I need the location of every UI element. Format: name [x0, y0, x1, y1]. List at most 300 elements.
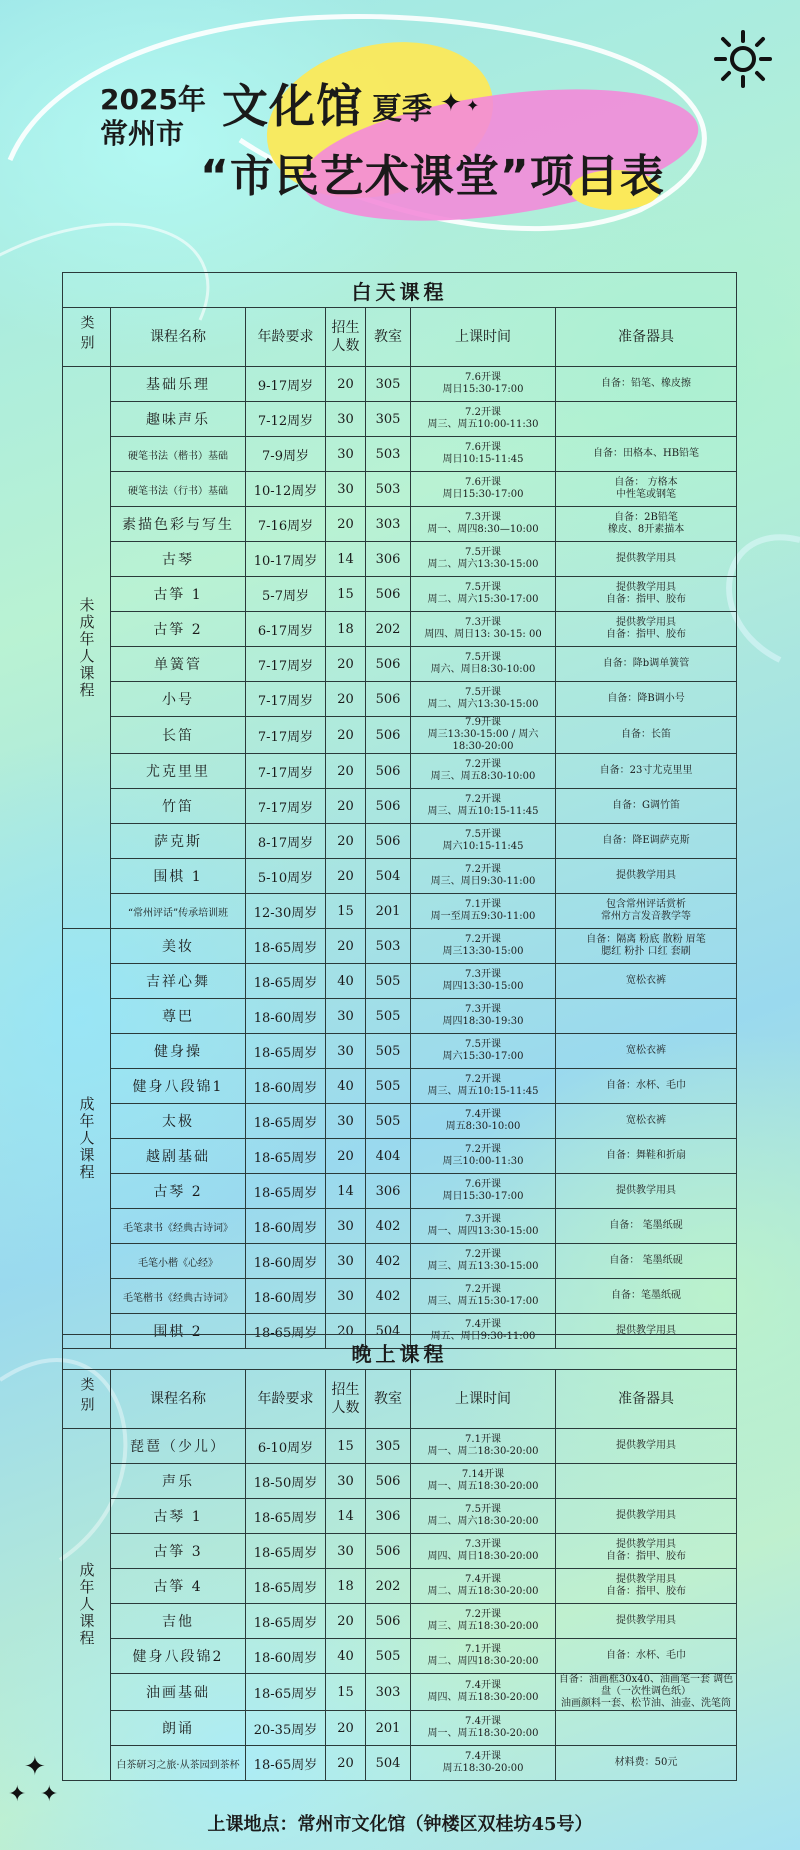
header-age: 年龄要求	[246, 308, 326, 367]
header-quota: 招生人数	[326, 308, 366, 367]
equipment	[556, 1104, 737, 1139]
classroom: 506	[366, 1534, 411, 1569]
enrollment-quota: 18	[326, 612, 366, 647]
class-time	[411, 682, 556, 717]
table-row	[63, 1464, 737, 1499]
classroom: 201	[366, 1711, 411, 1746]
course-name: 尤克里里	[111, 754, 246, 789]
class-time	[411, 1674, 556, 1711]
equipment-line: 中性笔或钢笔	[616, 489, 677, 500]
equipment	[556, 1034, 737, 1069]
equipment-line: 自备：降B调小号	[607, 693, 685, 704]
table-row	[63, 612, 737, 647]
weekly-schedule: 周二、周五18:30-20:00	[427, 1586, 539, 1597]
course-name: 长笛	[111, 717, 246, 754]
equipment-line: 提供教学用具	[616, 582, 677, 593]
header-equipment: 准备器具	[556, 308, 737, 367]
equipment	[556, 1279, 737, 1314]
poster-header	[0, 0, 800, 260]
equipment-line: 提供教学用具	[616, 1440, 677, 1451]
classroom: 305	[366, 367, 411, 402]
weekly-schedule: 周三、周五13:30-15:00	[427, 1261, 539, 1272]
weekly-schedule: 周三、周五18:30-20:00	[427, 1621, 539, 1632]
equipment	[556, 859, 737, 894]
start-date: 7.5开课	[465, 582, 501, 593]
class-time	[411, 1244, 556, 1279]
class-time	[411, 717, 556, 754]
enrollment-quota: 14	[326, 1499, 366, 1534]
header-room: 教室	[366, 308, 411, 367]
weekly-schedule: 周二、周六18:30-20:00	[427, 1516, 539, 1527]
equipment-line: 自备：田格本、HB铅笔	[592, 448, 700, 459]
table-row	[63, 1711, 737, 1746]
table-row	[63, 894, 737, 929]
weekly-schedule: 周二、周六13:30-15:00	[427, 559, 539, 570]
enrollment-quota: 20	[326, 824, 366, 859]
start-date: 7.1开课	[465, 1434, 501, 1445]
enrollment-quota: 20	[326, 682, 366, 717]
table-row	[63, 754, 737, 789]
class-time	[411, 1429, 556, 1464]
equipment-line: 自备：舞鞋和折扇	[606, 1150, 687, 1161]
classroom: 306	[366, 542, 411, 577]
course-name: 毛笔楷书《经典古诗词》	[111, 1279, 246, 1314]
age-requirement: 18-65周岁	[246, 1534, 326, 1569]
table-row	[63, 437, 737, 472]
table-row	[63, 1639, 737, 1674]
classroom: 504	[366, 859, 411, 894]
age-requirement: 18-65周岁	[246, 1604, 326, 1639]
start-date: 7.4开课	[465, 1109, 501, 1120]
equipment	[556, 964, 737, 999]
sun-icon	[714, 30, 772, 88]
class-time	[411, 1209, 556, 1244]
course-name: 古筝 1	[111, 577, 246, 612]
class-time	[411, 964, 556, 999]
course-name: 吉祥心舞	[111, 964, 246, 999]
start-date: 7.2开课	[465, 864, 501, 875]
table-row	[63, 1674, 737, 1711]
age-requirement: 18-60周岁	[246, 1244, 326, 1279]
class-time	[411, 1139, 556, 1174]
header-age: 年龄要求	[246, 1370, 326, 1429]
classroom: 506	[366, 577, 411, 612]
table-row	[63, 472, 737, 507]
weekly-schedule: 周一、周五18:30-20:00	[427, 1728, 539, 1739]
classroom: 506	[366, 824, 411, 859]
class-time	[411, 1534, 556, 1569]
table-row	[63, 1279, 737, 1314]
course-name: 竹笛	[111, 789, 246, 824]
weekly-schedule: 周二、周四18:30-20:00	[427, 1656, 539, 1667]
table-row	[63, 647, 737, 682]
day-section-title: 白天课程	[63, 273, 737, 308]
weekly-schedule: 周六10:15-11:45	[442, 841, 524, 852]
classroom: 303	[366, 1674, 411, 1711]
classroom: 402	[366, 1244, 411, 1279]
weekly-schedule: 周日15:30-17:00	[442, 489, 524, 500]
start-date: 7.6开课	[465, 442, 501, 453]
course-name: 趣味声乐	[111, 402, 246, 437]
start-date: 7.3开课	[465, 512, 501, 523]
weekly-schedule: 周四、周日18:30-20:00	[427, 1551, 539, 1562]
class-time	[411, 1711, 556, 1746]
table-row	[63, 929, 737, 964]
enrollment-quota: 15	[326, 1674, 366, 1711]
equipment-line: 自备：铅笔、橡皮擦	[601, 378, 692, 389]
class-time	[411, 1639, 556, 1674]
start-date: 7.5开课	[465, 652, 501, 663]
class-time	[411, 1069, 556, 1104]
start-date: 7.3开课	[465, 1539, 501, 1550]
start-date: 7.3开课	[465, 969, 501, 980]
enrollment-quota: 30	[326, 402, 366, 437]
category-cell: 未成年人课程	[63, 367, 111, 929]
classroom: 202	[366, 1569, 411, 1604]
course-name: 毛笔小楷《心经》	[111, 1244, 246, 1279]
weekly-schedule: 周六、周日8:30-10:00	[430, 664, 536, 675]
course-name: 基础乐理	[111, 367, 246, 402]
table-row	[63, 542, 737, 577]
age-requirement: 7-16周岁	[246, 507, 326, 542]
classroom: 305	[366, 1429, 411, 1464]
night-section-title: 晚上课程	[63, 1335, 737, 1370]
weekly-schedule: 周五8:30-10:00	[445, 1121, 521, 1132]
enrollment-quota: 20	[326, 1604, 366, 1639]
class-time	[411, 859, 556, 894]
equipment-line: 常州方言发音教学等	[601, 911, 692, 922]
equipment-line: 宽松衣裤	[626, 975, 667, 986]
class-time	[411, 929, 556, 964]
course-name: 古筝 2	[111, 612, 246, 647]
weekly-schedule: 周三13:30-15:00 / 周六18:30-20:00	[427, 729, 539, 752]
class-time	[411, 577, 556, 612]
weekly-schedule: 周四、周五18:30-20:00	[427, 1692, 539, 1703]
course-name: 美妆	[111, 929, 246, 964]
age-requirement: 18-65周岁	[246, 929, 326, 964]
table-row	[63, 1034, 737, 1069]
class-time	[411, 754, 556, 789]
enrollment-quota: 20	[326, 929, 366, 964]
table-row	[63, 1209, 737, 1244]
age-requirement: 18-65周岁	[246, 1499, 326, 1534]
weekly-schedule: 周四13:30-15:00	[442, 981, 524, 992]
age-requirement: 8-17周岁	[246, 824, 326, 859]
class-time	[411, 402, 556, 437]
equipment-line: 自备：水杯、毛巾	[606, 1080, 687, 1091]
table-row	[63, 402, 737, 437]
enrollment-quota: 20	[326, 367, 366, 402]
course-name: 古琴	[111, 542, 246, 577]
equipment	[556, 507, 737, 542]
equipment	[556, 1069, 737, 1104]
weekly-schedule: 周三、周五10:00-11:30	[427, 419, 539, 430]
course-name: 健身八段锦2	[111, 1639, 246, 1674]
enrollment-quota: 15	[326, 577, 366, 612]
equipment	[556, 717, 737, 754]
equipment-line: 自备：指甲、胶布	[606, 594, 687, 605]
classroom: 506	[366, 754, 411, 789]
enrollment-quota: 20	[326, 1139, 366, 1174]
title-city: 常州市	[100, 117, 185, 150]
age-requirement: 18-65周岁	[246, 1139, 326, 1174]
equipment-line: 腮红 粉扑 口红 套刷	[601, 946, 691, 957]
class-time	[411, 1604, 556, 1639]
equipment	[556, 1209, 737, 1244]
table-row	[63, 1499, 737, 1534]
age-requirement: 10-17周岁	[246, 542, 326, 577]
table-row	[63, 999, 737, 1034]
table-row	[63, 367, 737, 402]
equipment	[556, 1746, 737, 1781]
class-time	[411, 999, 556, 1034]
equipment-line: 自备：长笛	[621, 729, 672, 740]
table-row	[63, 1174, 737, 1209]
equipment-line: 自备：G调竹笛	[612, 800, 681, 811]
equipment-line: 自备：笔墨纸砚	[611, 1290, 682, 1301]
classroom: 503	[366, 472, 411, 507]
classroom: 201	[366, 894, 411, 929]
equipment-line: 宽松衣裤	[626, 1045, 667, 1056]
course-name: 单簧管	[111, 647, 246, 682]
header-category: 类别	[63, 1370, 111, 1429]
night-schedule-table	[62, 1334, 737, 1781]
class-time	[411, 789, 556, 824]
classroom: 303	[366, 507, 411, 542]
age-requirement: 20-35周岁	[246, 1711, 326, 1746]
sparkle-icon: ✦	[440, 88, 462, 118]
weekly-schedule: 周日15:30-17:00	[442, 384, 524, 395]
class-time	[411, 507, 556, 542]
classroom: 505	[366, 1034, 411, 1069]
class-time	[411, 1746, 556, 1781]
table-row	[63, 1569, 737, 1604]
class-time	[411, 1034, 556, 1069]
course-name: 油画基础	[111, 1674, 246, 1711]
weekly-schedule: 周五、周日9:30-11:00	[430, 1331, 536, 1342]
weekly-schedule: 周一、周二18:30-20:00	[427, 1446, 539, 1457]
equipment	[556, 754, 737, 789]
equipment-line: 材料费：50元	[614, 1757, 678, 1768]
classroom: 503	[366, 929, 411, 964]
class-time	[411, 647, 556, 682]
age-requirement: 18-65周岁	[246, 1104, 326, 1139]
age-requirement: 18-65周岁	[246, 1314, 326, 1349]
start-date: 7.4开课	[465, 1319, 501, 1330]
weekly-schedule: 周日15:30-17:00	[442, 1191, 524, 1202]
course-name: 白茶研习之旅·从茶园到茶杯	[111, 1746, 246, 1781]
equipment-line: 自备：指甲、胶布	[606, 1586, 687, 1597]
equipment	[556, 1711, 737, 1746]
classroom: 306	[366, 1174, 411, 1209]
equipment-line: 提供教学用具	[616, 1185, 677, 1196]
table-row	[63, 1069, 737, 1104]
equipment	[556, 1244, 737, 1279]
enrollment-quota: 20	[326, 789, 366, 824]
age-requirement: 18-60周岁	[246, 999, 326, 1034]
start-date: 7.2开课	[465, 934, 501, 945]
weekly-schedule: 周三、周五8:30-10:00	[430, 771, 536, 782]
equipment	[556, 824, 737, 859]
equipment	[556, 1429, 737, 1464]
start-date: 7.5开课	[465, 829, 501, 840]
course-name: 越剧基础	[111, 1139, 246, 1174]
class-location: 上课地点：常州市文化馆（钟楼区双桂坊45号）	[207, 1814, 593, 1835]
course-name: 毛笔隶书《经典古诗词》	[111, 1209, 246, 1244]
table-row	[63, 717, 737, 754]
age-requirement: 6-10周岁	[246, 1429, 326, 1464]
classroom: 404	[366, 1139, 411, 1174]
class-time	[411, 1104, 556, 1139]
day-schedule-table	[62, 272, 737, 1349]
age-requirement: 12-30周岁	[246, 894, 326, 929]
table-row	[63, 1534, 737, 1569]
start-date: 7.1开课	[465, 899, 501, 910]
enrollment-quota: 30	[326, 1104, 366, 1139]
weekly-schedule: 周一、周四13:30-15:00	[427, 1226, 539, 1237]
age-requirement: 5-7周岁	[246, 577, 326, 612]
equipment-line: 提供教学用具	[616, 1574, 677, 1585]
age-requirement: 5-10周岁	[246, 859, 326, 894]
age-requirement: 18-65周岁	[246, 1034, 326, 1069]
equipment-line: 自备： 笔墨纸砚	[609, 1220, 683, 1231]
enrollment-quota: 14	[326, 1174, 366, 1209]
enrollment-quota: 20	[326, 1746, 366, 1781]
equipment-line: 自备：降E调萨克斯	[602, 835, 690, 846]
start-date: 7.6开课	[465, 1179, 501, 1190]
classroom: 402	[366, 1279, 411, 1314]
header-time: 上课时间	[411, 308, 556, 367]
age-requirement: 18-60周岁	[246, 1069, 326, 1104]
classroom: 506	[366, 1604, 411, 1639]
table-row	[63, 859, 737, 894]
enrollment-quota: 15	[326, 1429, 366, 1464]
header-name: 课程名称	[111, 308, 246, 367]
classroom: 506	[366, 647, 411, 682]
weekly-schedule: 周一、周五18:30-20:00	[427, 1481, 539, 1492]
course-name: 古琴 2	[111, 1174, 246, 1209]
classroom: 306	[366, 1499, 411, 1534]
equipment	[556, 682, 737, 717]
course-name: 声乐	[111, 1464, 246, 1499]
equipment	[556, 472, 737, 507]
start-date: 7.2开课	[465, 407, 501, 418]
class-time	[411, 367, 556, 402]
equipment	[556, 789, 737, 824]
classroom: 202	[366, 612, 411, 647]
age-requirement: 18-65周岁	[246, 1174, 326, 1209]
start-date: 7.6开课	[465, 372, 501, 383]
equipment-line: 提供教学用具	[616, 1325, 677, 1336]
age-requirement: 7-12周岁	[246, 402, 326, 437]
table-row	[63, 577, 737, 612]
course-name: 萨克斯	[111, 824, 246, 859]
age-requirement: 18-60周岁	[246, 1639, 326, 1674]
enrollment-quota: 20	[326, 507, 366, 542]
title-year: 2025年	[100, 83, 206, 116]
equipment-line: 自备：23寸尤克里里	[599, 765, 693, 776]
class-time	[411, 612, 556, 647]
enrollment-quota: 30	[326, 1244, 366, 1279]
enrollment-quota: 30	[326, 1534, 366, 1569]
enrollment-quota: 40	[326, 1639, 366, 1674]
class-time	[411, 1279, 556, 1314]
equipment-line: 提供教学用具	[616, 617, 677, 628]
start-date: 7.4开课	[465, 1574, 501, 1585]
enrollment-quota: 20	[326, 754, 366, 789]
class-time	[411, 894, 556, 929]
enrollment-quota: 14	[326, 542, 366, 577]
class-time	[411, 1569, 556, 1604]
classroom: 506	[366, 717, 411, 754]
start-date: 7.2开课	[465, 1609, 501, 1620]
equipment-line: 自备： 笔墨纸砚	[609, 1255, 683, 1266]
start-date: 7.9开课	[465, 717, 501, 728]
equipment	[556, 542, 737, 577]
equipment	[556, 1569, 737, 1604]
course-name: 小号	[111, 682, 246, 717]
classroom: 505	[366, 1639, 411, 1674]
category-cell: 成年人课程	[63, 1429, 111, 1781]
course-name: 素描色彩与写生	[111, 507, 246, 542]
equipment	[556, 1534, 737, 1569]
enrollment-quota: 40	[326, 1069, 366, 1104]
table-row	[63, 1604, 737, 1639]
header-equipment: 准备器具	[556, 1370, 737, 1429]
class-time	[411, 1174, 556, 1209]
table-row	[63, 1746, 737, 1781]
classroom: 504	[366, 1746, 411, 1781]
enrollment-quota: 30	[326, 1209, 366, 1244]
class-time	[411, 1464, 556, 1499]
course-name: 古筝 3	[111, 1534, 246, 1569]
classroom: 505	[366, 964, 411, 999]
enrollment-quota: 15	[326, 894, 366, 929]
weekly-schedule: 周二、周六13:30-15:00	[427, 699, 539, 710]
start-date: 7.4开课	[465, 1680, 501, 1691]
age-requirement: 7-9周岁	[246, 437, 326, 472]
equipment-line: 橡皮、8开素描本	[607, 524, 685, 535]
classroom: 305	[366, 402, 411, 437]
title-venue: 文化馆	[222, 79, 363, 133]
start-date: 7.14开课	[461, 1469, 505, 1480]
age-requirement: 18-65周岁	[246, 1746, 326, 1781]
equipment-line: 提供教学用具	[616, 1539, 677, 1550]
course-name: 吉他	[111, 1604, 246, 1639]
weekly-schedule: 周二、周六15:30-17:00	[427, 594, 539, 605]
age-requirement: 7-17周岁	[246, 789, 326, 824]
start-date: 7.2开课	[465, 794, 501, 805]
equipment	[556, 402, 737, 437]
equipment	[556, 894, 737, 929]
equipment-line: 提供教学用具	[616, 553, 677, 564]
age-requirement: 7-17周岁	[246, 717, 326, 754]
equipment	[556, 1674, 737, 1711]
table-row	[63, 682, 737, 717]
header-category: 类别	[63, 308, 111, 367]
start-date: 7.4开课	[465, 1716, 501, 1727]
course-name: 朗诵	[111, 1711, 246, 1746]
weekly-schedule: 周六15:30-17:00	[442, 1051, 524, 1062]
sparkle-icon: ✦	[8, 1782, 27, 1807]
equipment	[556, 1639, 737, 1674]
enrollment-quota: 30	[326, 472, 366, 507]
enrollment-quota: 30	[326, 437, 366, 472]
equipment	[556, 1174, 737, 1209]
age-requirement: 7-17周岁	[246, 754, 326, 789]
age-requirement: 18-60周岁	[246, 1209, 326, 1244]
start-date: 7.3开课	[465, 617, 501, 628]
